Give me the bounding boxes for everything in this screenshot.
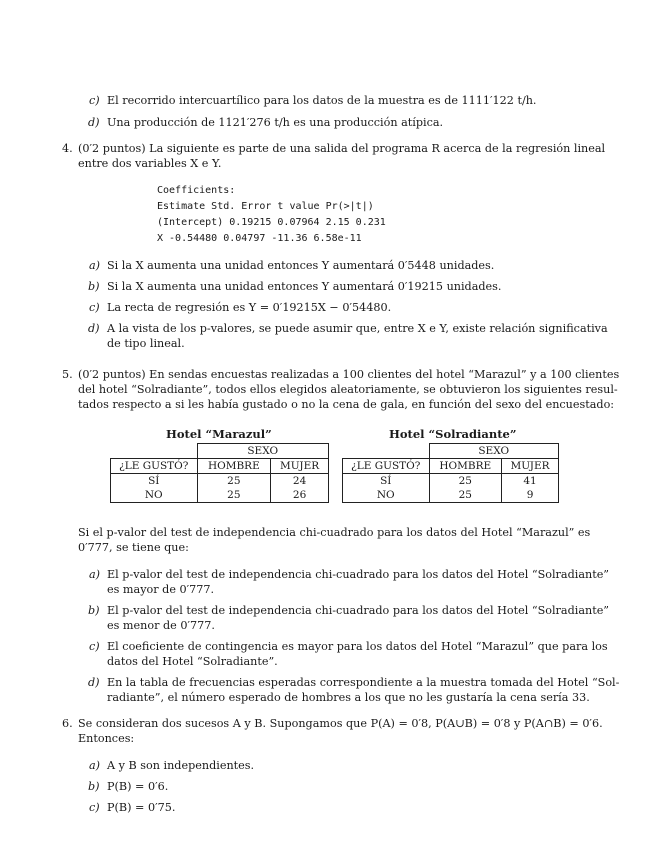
table-cell: 25 [429, 488, 502, 503]
q6-option-c-text: P(B) = 0′75. [107, 801, 176, 814]
q6-number: 6. [62, 717, 73, 730]
r-output-x-row: X -0.54480 0.04797 -11.36 6.58e-11 [157, 233, 362, 244]
table-cell: 26 [271, 488, 329, 503]
q6-option-a-text: A y B son independientes. [107, 759, 255, 772]
q5-stem-line1: (0′2 puntos) En sendas encuestas realizadas a 100 clientes del hotel “Marazul” y a 100 clientes [78, 368, 620, 381]
q5-option-c-text: El coeficiente de contingencia es mayor para los datos del Hotel “Marazul” que para los [107, 640, 608, 653]
q6-option-b-label: b) [88, 780, 100, 793]
q4-option-b-label: b) [88, 280, 100, 293]
table-row-label: NO [111, 488, 198, 503]
q3-option-c-text: El recorrido intercuartílico para los datos de la muestra es de 1111′122 t/h. [107, 94, 537, 107]
q6-option-a-label: a) [89, 759, 101, 772]
table-solradiante-title: Hotel “Solradiante” [389, 427, 517, 441]
q4-stem-line1: (0′2 puntos) La siguiente es parte de una salida del programa R acerca de la regresión lineal [78, 142, 606, 155]
q4-option-a-label: a) [89, 259, 101, 272]
q5-number: 5. [62, 368, 73, 381]
r-output-header-row: Estimate Std. Error t value Pr(>|t|) [157, 201, 374, 212]
q5-option-a-label: a) [89, 568, 101, 581]
q6-option-b-text: P(B) = 0′6. [107, 780, 169, 793]
q4-option-a-text: Si la X aumenta una unidad entonces Y aumentará 0′5448 unidades. [107, 259, 495, 272]
table-header-legusto: ¿LE GUSTÓ? [111, 459, 198, 474]
table-cell: 25 [197, 474, 271, 489]
q5-option-b-text-cont: es menor de 0′777. [107, 619, 215, 632]
table-row-label: SÍ [111, 474, 198, 489]
table-marazul-title: Hotel “Marazul” [166, 427, 272, 441]
q4-option-b-text: Si la X aumenta una unidad entonces Y aumentará 0′19215 unidades. [107, 280, 502, 293]
q6-stem-line1: Se consideran dos sucesos A y B. Supongamos que P(A) = 0′8, P(A∪B) = 0′8 y P(A∩B) = 0′6. [78, 717, 603, 730]
q4-option-d-text-cont: de tipo lineal. [107, 337, 185, 350]
q5-stem-line3: tados respecto a si les había gustado o no la cena de gala, en función del sexo del encuestado: [78, 398, 615, 411]
q4-number: 4. [62, 142, 73, 155]
q6-option-c-label: c) [89, 801, 100, 814]
q4-option-d-label: d) [88, 322, 100, 335]
q4-option-d-text: A la vista de los p-valores, se puede asumir que, entre X e Y, existe relación significativa [107, 322, 608, 335]
q5-option-d-text: En la tabla de frecuencias esperadas correspondiente a la muestra tomada del Hotel “Sol- [107, 676, 620, 689]
q5-follow-line2: 0′777, se tiene que: [78, 541, 189, 554]
q3-option-d-text: Una producción de 1121′276 t/h es una producción atípica. [107, 116, 444, 129]
q6-stem-line2: Entonces: [78, 732, 135, 745]
r-output-heading: Coefficients: [157, 185, 236, 196]
table-header-legusto: ¿LE GUSTÓ? [343, 459, 430, 474]
q5-option-d-text-cont: radiante”, el número esperado de hombres a los que no les gustaría la cena sería 33. [107, 691, 590, 704]
q3-option-c-label: c) [89, 94, 100, 107]
table-header-hombre: HOMBRE [429, 459, 502, 474]
q5-option-a-text: El p-valor del test de independencia chi-cuadrado para los datos del Hotel “Solradiante” [107, 568, 610, 581]
table-cell: 9 [502, 488, 559, 503]
table-header-hombre: HOMBRE [197, 459, 271, 474]
q5-option-c-text-cont: datos del Hotel “Solradiante”. [107, 655, 278, 668]
q4-option-c-text: La recta de regresión es Y = 0′19215X − 0′54480. [107, 301, 392, 314]
r-output-intercept-row: (Intercept) 0.19215 0.07964 2.15 0.231 [157, 217, 386, 228]
q5-follow-line1: Si el p-valor del test de independencia chi-cuadrado para los datos del Hotel “Marazul” es [78, 526, 591, 539]
q5-option-d-label: d) [88, 676, 100, 689]
q5-option-a-text-cont: es mayor de 0′777. [107, 583, 215, 596]
q4-option-c-label: c) [89, 301, 100, 314]
table-cell: 25 [429, 474, 502, 489]
q4-stem-line2: entre dos variables X e Y. [78, 157, 222, 170]
table-header-sexo: SEXO [429, 444, 559, 459]
table-row-label: SÍ [343, 474, 430, 489]
table-header-sexo: SEXO [197, 444, 329, 459]
table-cell: 41 [502, 474, 559, 489]
table-solradiante [342, 443, 559, 503]
table-header-mujer: MUJER [502, 459, 559, 474]
q5-stem-line2: del hotel “Solradiante”, todos ellos elegidos aleatoriamente, se obtuvieron los siguientes resul- [78, 383, 618, 396]
table-cell: 24 [271, 474, 329, 489]
table-cell: 25 [197, 488, 271, 503]
q5-option-b-text: El p-valor del test de independencia chi-cuadrado para los datos del Hotel “Solradiante” [107, 604, 610, 617]
table-corner [111, 444, 198, 459]
table-corner [343, 444, 430, 459]
table-row-label: NO [343, 488, 430, 503]
table-marazul [110, 443, 329, 503]
q3-option-d-label: d) [88, 116, 100, 129]
q5-option-c-label: c) [89, 640, 100, 653]
q5-option-b-label: b) [88, 604, 100, 617]
table-header-mujer: MUJER [271, 459, 329, 474]
